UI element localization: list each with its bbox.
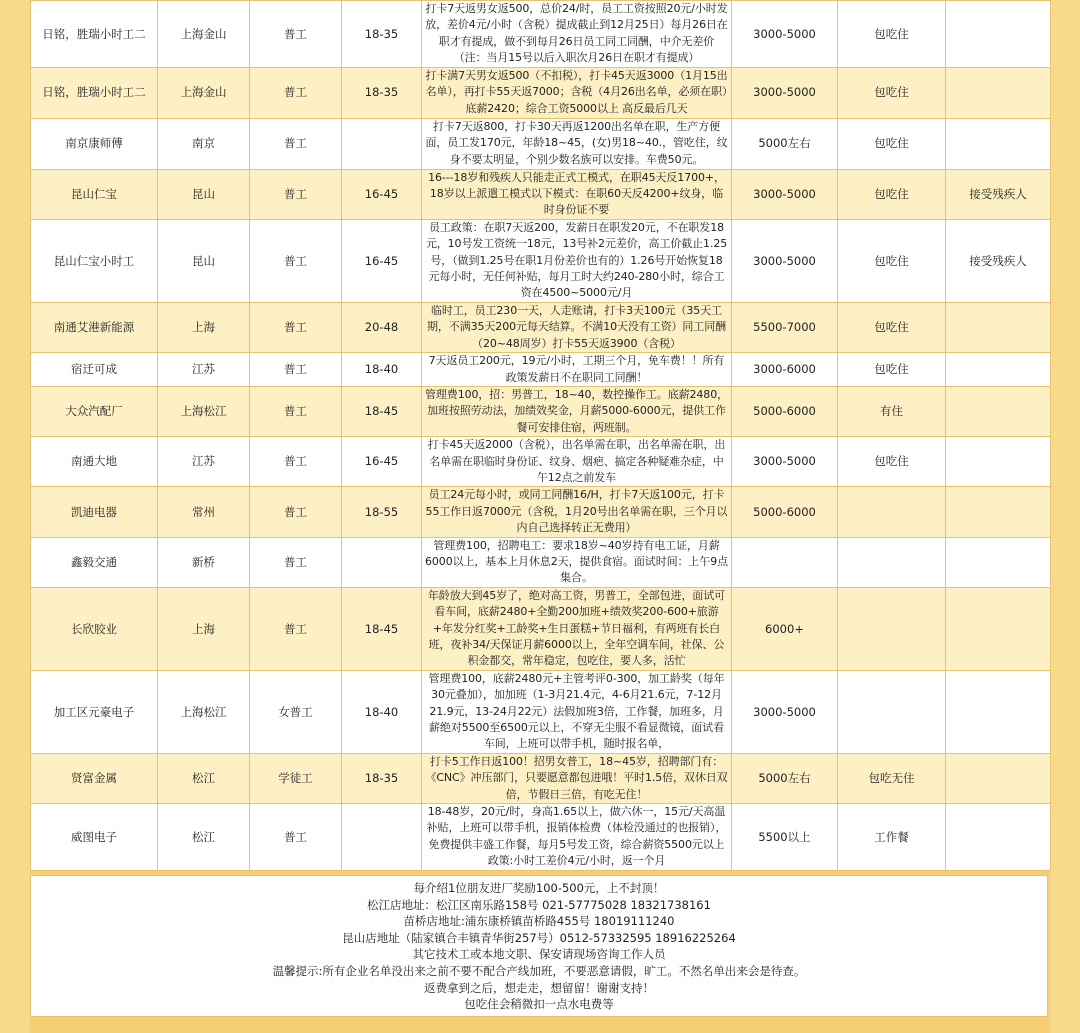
footer-line: 返费拿到之后，想走走，想留留！谢谢支持！	[424, 980, 654, 995]
cell-housing	[838, 587, 946, 670]
cell-policy: 管理费100，招：男普工，18~40，数控操作工。底薪2480，加班按照劳动法，加绩效奖金，月薪5000-6000元，提供工作餐可安排住宿，两班制。	[422, 386, 732, 436]
cell-salary	[732, 537, 838, 587]
cell-note	[946, 118, 1051, 169]
cell-policy: 打卡7天返800，打卡30天再返1200出名单在职，生产方便面，员工发170元，年龄18~45，(女)男18~40.，管吃住，纹身不要太明显，个别少数名族可以安排。车费50元。	[422, 118, 732, 169]
cell-age: 18-35	[342, 1, 422, 68]
cell-company: 贤富金属	[31, 753, 158, 803]
cell-housing	[838, 487, 946, 537]
cell-age: 16-45	[342, 219, 422, 302]
table-row	[31, 804, 1051, 871]
cell-note	[946, 437, 1051, 487]
table-row	[31, 1, 1051, 68]
cell-note	[946, 487, 1051, 537]
cell-age	[342, 118, 422, 169]
cell-type: 普工	[250, 386, 342, 436]
cell-type: 普工	[250, 118, 342, 169]
cell-housing: 包吃住	[838, 219, 946, 302]
cell-location: 上海	[158, 587, 250, 670]
cell-type: 普工	[250, 67, 342, 118]
cell-note: 接受残疾人	[946, 219, 1051, 302]
cell-policy: 临时工，员工230一天，人走账请，打卡3天100元（35天工期，不满35天200元每天结算。不满10天没有工资）同工同酬（20~48周岁）打卡55天返3900（含税）	[422, 302, 732, 352]
cell-housing: 包吃无住	[838, 753, 946, 803]
cell-salary: 5000-6000	[732, 386, 838, 436]
cell-age: 18-45	[342, 386, 422, 436]
table-row	[31, 487, 1051, 537]
cell-policy: 打卡45天返2000（含税），出名单需在职，出名单需在职，出名单需在职临时身份证、纹身、烟疤、搞定各种疑难杂症，中午12点之前发车	[422, 437, 732, 487]
cell-note	[946, 302, 1051, 352]
footer-line: 松江店地址：松江区南乐路158号 021-57775028 18321738161	[367, 897, 711, 912]
table-row	[31, 118, 1051, 169]
cell-salary: 6000+	[732, 587, 838, 670]
cell-age: 18-35	[342, 753, 422, 803]
cell-salary: 3000-5000	[732, 219, 838, 302]
jobs-table	[30, 0, 1051, 871]
cell-company: 加工区元豪电子	[31, 670, 158, 753]
cell-policy: 管理费100，招聘电工：要求18岁~40岁持有电工证，月薪6000以上，基本上月休息2天，提供食宿。面试时间：上午9点集合。	[422, 537, 732, 587]
table-row	[31, 67, 1051, 118]
cell-age: 18-55	[342, 487, 422, 537]
cell-age: 20-48	[342, 302, 422, 352]
cell-company: 长欣胶业	[31, 587, 158, 670]
cell-policy: 管理费100，底薪2480元+主管考评0-300，加工龄奖（每年30元叠加），加加班（1-3月21.4元，4-6月21.6元，7-12月21.9元，13-24月22元）法假加班3倍，工作餐，加班多，月薪绝对5500至6500元以上，不穿无尘服不看显微镜，面试看车间，上班可以带手机，随时报名单，	[422, 670, 732, 753]
cell-type: 普工	[250, 169, 342, 219]
table-row	[31, 670, 1051, 753]
cell-type: 普工	[250, 487, 342, 537]
cell-note	[946, 537, 1051, 587]
cell-age: 16-45	[342, 169, 422, 219]
cell-location: 江苏	[158, 437, 250, 487]
cell-type: 普工	[250, 437, 342, 487]
cell-note	[946, 804, 1051, 871]
cell-policy: 18-48岁，20元/时，身高1.65以上，做六休一，15元/天高温补贴，上班可以带手机，报销体检费（体检没通过的也报销），免费提供丰盛工作餐，每月5号发工资，综合薪资5500元以上政策:小时工差价4元/小时，返一个月	[422, 804, 732, 871]
cell-company: 南通大地	[31, 437, 158, 487]
cell-location: 上海金山	[158, 1, 250, 68]
cell-type: 普工	[250, 537, 342, 587]
cell-salary: 5500-7000	[732, 302, 838, 352]
cell-company: 南京康师傅	[31, 118, 158, 169]
cell-note	[946, 353, 1051, 387]
cell-location: 昆山	[158, 169, 250, 219]
table-row	[31, 753, 1051, 803]
cell-location: 上海松江	[158, 386, 250, 436]
cell-location: 常州	[158, 487, 250, 537]
cell-housing: 工作餐	[838, 804, 946, 871]
table-row	[31, 537, 1051, 587]
table-row	[31, 169, 1051, 219]
cell-location: 南京	[158, 118, 250, 169]
cell-salary: 3000-6000	[732, 353, 838, 387]
cell-location: 上海	[158, 302, 250, 352]
cell-salary: 3000-5000	[732, 1, 838, 68]
cell-location: 松江	[158, 753, 250, 803]
cell-housing: 包吃住	[838, 118, 946, 169]
cell-salary: 5000-6000	[732, 487, 838, 537]
cell-age	[342, 804, 422, 871]
cell-housing: 包吃住	[838, 302, 946, 352]
cell-age: 18-35	[342, 67, 422, 118]
cell-company: 鑫毅交通	[31, 537, 158, 587]
cell-housing: 包吃住	[838, 437, 946, 487]
cell-location: 江苏	[158, 353, 250, 387]
cell-note	[946, 670, 1051, 753]
cell-company: 大众汽配厂	[31, 386, 158, 436]
cell-age: 18-40	[342, 670, 422, 753]
cell-note	[946, 67, 1051, 118]
cell-housing	[838, 670, 946, 753]
cell-housing: 包吃住	[838, 1, 946, 68]
cell-housing: 包吃住	[838, 169, 946, 219]
cell-company: 昆山仁宝小时工	[31, 219, 158, 302]
cell-note	[946, 1, 1051, 68]
cell-company: 南通艾港新能源	[31, 302, 158, 352]
footer-line: 其它技术工或本地文职、保安请现场咨询工作人员	[412, 947, 666, 962]
cell-age: 18-45	[342, 587, 422, 670]
footer-line: 每介绍1位朋友进厂奖励100-500元，上不封顶！	[413, 881, 665, 895]
cell-policy: 打卡5工作日返100！招男女普工，18~45岁，招聘部门有：《CNC》冲压部门，只要愿意都包进哦！平时1.5倍，双休日双倍，节假日三倍，有吃无住！	[422, 753, 732, 803]
footer-line: 包吃住会稍微扣一点水电费等	[464, 997, 614, 1012]
cell-company: 昆山仁宝	[31, 169, 158, 219]
cell-type: 女普工	[250, 670, 342, 753]
cell-location: 上海松江	[158, 670, 250, 753]
cell-company: 日铭，胜瑞小时工二	[31, 67, 158, 118]
cell-type: 普工	[250, 1, 342, 68]
footer-line: 苗桥店地址:浦东康桥镇苗桥路455号 18019111240	[403, 914, 675, 929]
cell-note: 接受残疾人	[946, 169, 1051, 219]
cell-policy: 16---18岁和残疾人只能走正式工模式，在职45天反1700+，18岁以上派遣工模式以下模式：在职60天反4200+纹身，临时身份证不要	[422, 169, 732, 219]
table-row	[31, 302, 1051, 352]
cell-type: 普工	[250, 302, 342, 352]
cell-salary: 3000-5000	[732, 67, 838, 118]
cell-age: 18-40	[342, 353, 422, 387]
table-row	[31, 353, 1051, 387]
footer-line: 温馨提示:所有企业名单没出来之前不要不配合产线加班，不要恶意请假，旷工。不然名单出来会是待查。	[272, 963, 806, 978]
cell-salary: 5000左右	[732, 753, 838, 803]
cell-salary: 5500以上	[732, 804, 838, 871]
cell-housing: 包吃住	[838, 353, 946, 387]
cell-type: 普工	[250, 353, 342, 387]
cell-policy: 员工24元每小时，或同工同酬16/H，打卡7天返100元，打卡55工作日返7000元（含税，1月20号出名单需在职，三个月以内自己选择转正无费用）	[422, 487, 732, 537]
cell-note	[946, 386, 1051, 436]
table-row	[31, 437, 1051, 487]
cell-company: 威图电子	[31, 804, 158, 871]
table-row	[31, 587, 1051, 670]
cell-location: 新桥	[158, 537, 250, 587]
cell-salary: 3000-5000	[732, 437, 838, 487]
footer-notice	[30, 875, 1048, 1017]
cell-company: 凯迪电器	[31, 487, 158, 537]
cell-salary: 5000左右	[732, 118, 838, 169]
cell-company: 宿迁可成	[31, 353, 158, 387]
cell-policy: 7天返员工200元，19元/小时，工期三个月，免车费！！所有政策发薪日不在职同工同酬！	[422, 353, 732, 387]
cell-housing	[838, 537, 946, 587]
cell-type: 学徒工	[250, 753, 342, 803]
cell-location: 昆山	[158, 219, 250, 302]
cell-policy: 员工政策：在职7天返200，发薪日在职发20元，不在职发18元，10号发工资统一18元，13号补2元差价，高工价截止1.25号，（做到1.25号在职1月份差价也有的）1.26号开始恢复18元每小时，无任何补贴，每月工时大约240-280小时，综合工资在4500~5000元/月	[422, 219, 732, 302]
cell-company: 日铭，胜瑞小时工二	[31, 1, 158, 68]
cell-policy: 打卡7天返男女返500，总价24/时，员工工资按照20元/小时发放，差价4元/小时（含税）提成截止到12月25日）每月26日在职才有提成，做不到每月26日员工同工同酬，中介无差价（注：当月15号以后入职次月26日在职才有提成）	[422, 1, 732, 68]
cell-housing: 包吃住	[838, 67, 946, 118]
table-row	[31, 219, 1051, 302]
cell-age: 16-45	[342, 437, 422, 487]
cell-salary: 3000-5000	[732, 670, 838, 753]
cell-salary: 3000-5000	[732, 169, 838, 219]
footer-line: 昆山店地址（陆家镇合丰镇青华街257号）0512-57332595 18916225264	[342, 930, 736, 945]
cell-policy: 打卡满7天男女返500（不扣税），打卡45天返3000（1月15出名单），再打卡55天返7000；含税（4月26出名单，必须在职）底薪2420；综合工资5000以上 高反最后几天	[422, 67, 732, 118]
cell-location: 松江	[158, 804, 250, 871]
cell-policy: 年龄放大到45岁了，绝对高工资，男普工，全部包进，面试可看车间，底薪2480+全勤200加班+绩效奖200-600+旅游+年发分红奖+工龄奖+生日蛋糕+节日福利，有两班有长白班，夜补34/天保证月薪6000以上，全年空调车间，社保、公积金都交，常年稳定，包吃住，要人多，活忙	[422, 587, 732, 670]
cell-type: 普工	[250, 219, 342, 302]
cell-age	[342, 537, 422, 587]
cell-location: 上海金山	[158, 67, 250, 118]
cell-note	[946, 587, 1051, 670]
cell-note	[946, 753, 1051, 803]
table-row	[31, 386, 1051, 436]
cell-type: 普工	[250, 804, 342, 871]
cell-housing: 有住	[838, 386, 946, 436]
cell-type: 普工	[250, 587, 342, 670]
